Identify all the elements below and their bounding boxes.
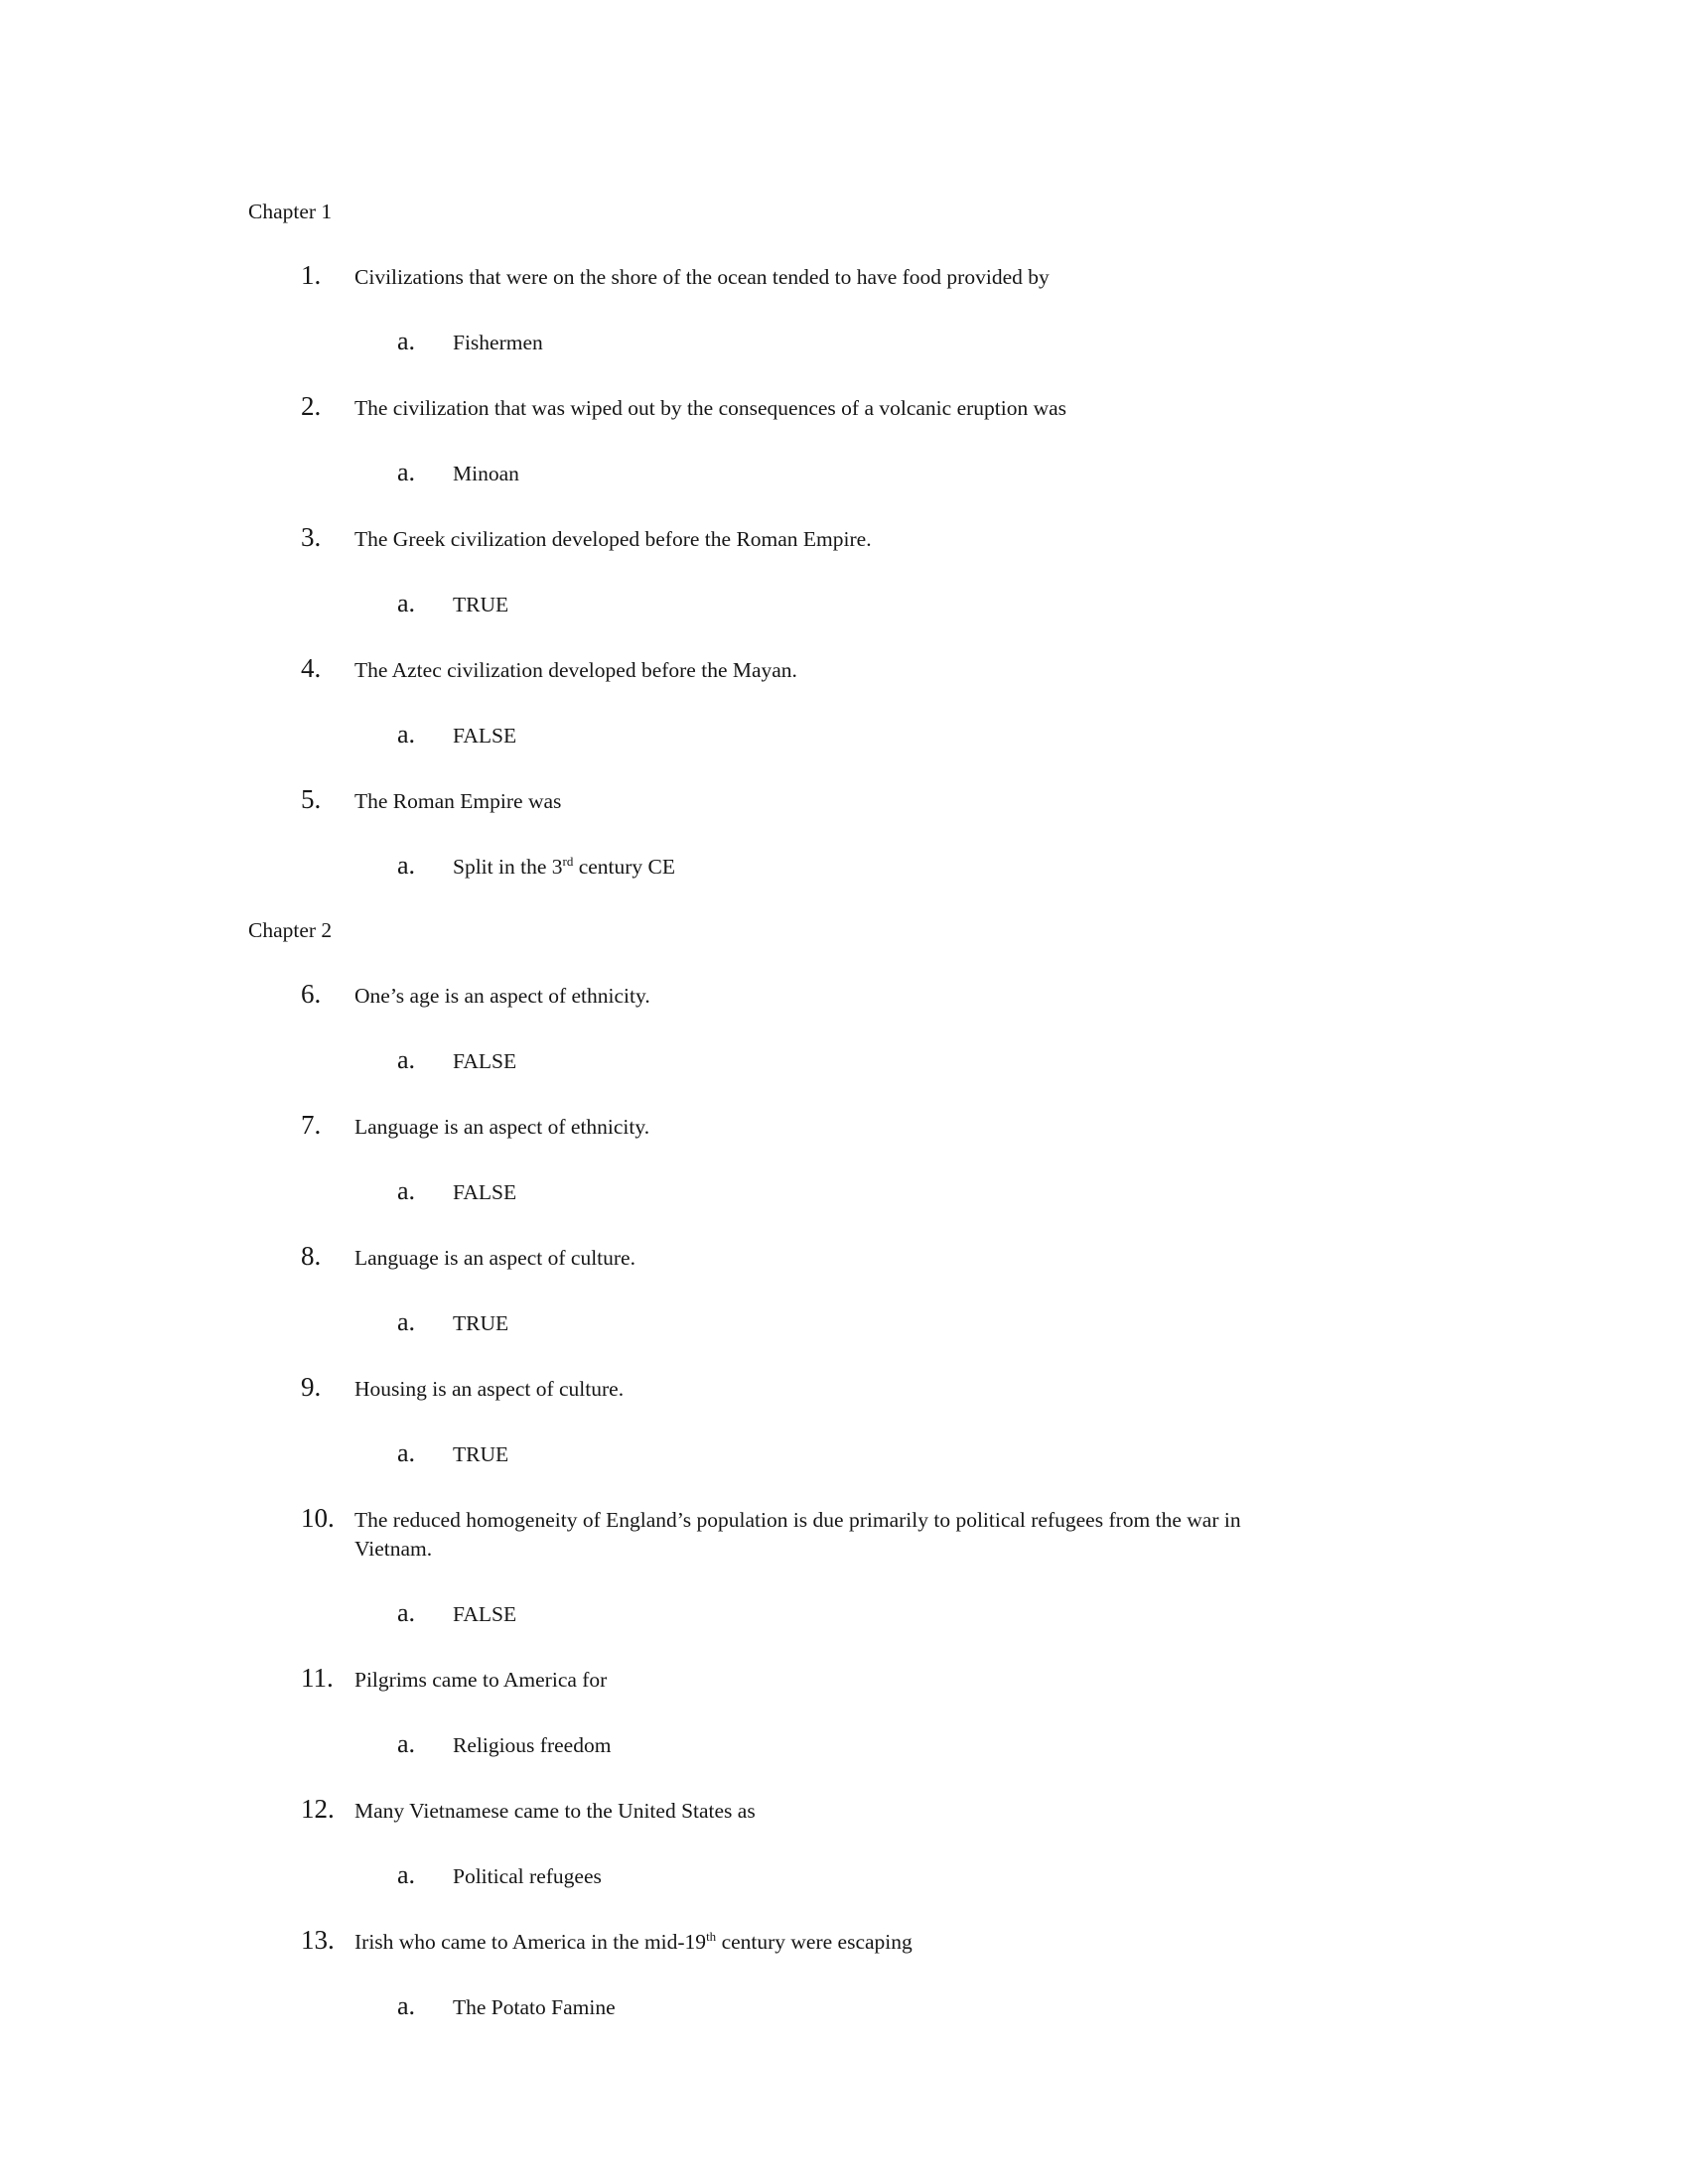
question-row bbox=[0, 1373, 1688, 1404]
question-text-pre: Civilizations that were on the shore of the ocean tended to have food provided by bbox=[354, 265, 1050, 289]
answer-row bbox=[0, 1860, 1688, 1891]
question-number: 12. bbox=[301, 1794, 335, 1824]
answer-text bbox=[453, 591, 508, 619]
question-text-pre: The Roman Empire was bbox=[354, 789, 562, 813]
answer-row bbox=[0, 1307, 1688, 1338]
question-text bbox=[354, 1244, 635, 1273]
question-text-line1 bbox=[354, 525, 872, 554]
answer-text bbox=[453, 1047, 516, 1076]
answer-text bbox=[453, 1600, 516, 1629]
question-text-pre: The Aztec civilization developed before the Mayan. bbox=[354, 658, 797, 682]
answer-text-pre: Political refugees bbox=[453, 1864, 602, 1888]
question-text-pre: Many Vietnamese came to the United States as bbox=[354, 1799, 756, 1823]
answer-text-superscript: rd bbox=[562, 853, 574, 869]
answer-letter-label: a. bbox=[397, 1860, 416, 1889]
answer-text-pre: FALSE bbox=[453, 1602, 517, 1626]
question-row bbox=[0, 1926, 1688, 1957]
answer-text bbox=[453, 1993, 616, 2022]
question-number: 4. bbox=[301, 653, 322, 683]
question-row bbox=[0, 523, 1688, 554]
question-text-pre: One’s age is an aspect of ethnicity. bbox=[354, 984, 650, 1008]
answer-text bbox=[453, 853, 675, 882]
answer-text-pre: The Potato Famine bbox=[453, 1995, 616, 2019]
question-text-line1 bbox=[354, 656, 797, 685]
answer-letter-label: a. bbox=[397, 1729, 416, 1758]
question-text-line1 bbox=[354, 787, 561, 816]
answer-letter-label: a. bbox=[397, 1598, 416, 1627]
question-text bbox=[354, 1666, 607, 1695]
answer-text bbox=[453, 1440, 508, 1469]
answer-row bbox=[0, 1045, 1688, 1076]
answer-row bbox=[0, 1438, 1688, 1469]
question-text-line2: Vietnam. bbox=[354, 1537, 433, 1561]
question-text-line1 bbox=[354, 1375, 624, 1404]
answer-row bbox=[0, 1729, 1688, 1760]
answer-text bbox=[453, 722, 516, 751]
question-text-line1 bbox=[354, 1113, 649, 1142]
answer-text-pre: TRUE bbox=[453, 1311, 509, 1335]
answer-row bbox=[0, 1598, 1688, 1629]
question-row bbox=[0, 1795, 1688, 1826]
answer-row bbox=[0, 458, 1688, 488]
question-row bbox=[0, 1111, 1688, 1142]
question-text-pre: Pilgrims came to America for bbox=[354, 1668, 608, 1692]
chapter-heading-2: Chapter 2 bbox=[248, 918, 333, 942]
answer-text-pre: Minoan bbox=[453, 462, 519, 485]
question-text-pre: Language is an aspect of ethnicity. bbox=[354, 1115, 650, 1139]
question-row bbox=[0, 1242, 1688, 1273]
answer-text-pre: TRUE bbox=[453, 1442, 509, 1466]
answer-text-pre: FALSE bbox=[453, 1180, 517, 1204]
question-number: 5. bbox=[301, 784, 322, 814]
question-row bbox=[0, 654, 1688, 685]
question-row bbox=[0, 980, 1688, 1011]
question-text bbox=[354, 1375, 624, 1404]
question-text bbox=[354, 525, 872, 554]
question-text-line1 bbox=[354, 1797, 756, 1826]
question-number: 10. bbox=[301, 1503, 335, 1533]
question-text-line1 bbox=[354, 394, 1066, 423]
question-row bbox=[0, 261, 1688, 292]
question-text-line1 bbox=[354, 263, 1050, 292]
answer-text-pre: FALSE bbox=[453, 1049, 517, 1073]
answer-row bbox=[0, 1176, 1688, 1207]
question-row bbox=[0, 1504, 1688, 1564]
answer-text-pre: TRUE bbox=[453, 593, 509, 616]
answer-letter-label: a. bbox=[397, 458, 416, 486]
answer-text bbox=[453, 1731, 611, 1760]
question-text bbox=[354, 1928, 913, 1957]
question-text bbox=[354, 656, 797, 685]
answer-letter-label: a. bbox=[397, 1176, 416, 1205]
answer-text-pre: Fishermen bbox=[453, 331, 543, 354]
answer-text bbox=[453, 1309, 508, 1338]
question-number: 8. bbox=[301, 1241, 322, 1271]
answer-letter-label: a. bbox=[397, 1991, 416, 2020]
answer-row bbox=[0, 589, 1688, 619]
question-text bbox=[354, 263, 1050, 292]
answer-row bbox=[0, 851, 1688, 882]
question-number: 2. bbox=[301, 391, 322, 421]
question-number: 7. bbox=[301, 1110, 322, 1140]
answer-letter-label: a. bbox=[397, 1045, 416, 1074]
question-number: 9. bbox=[301, 1372, 322, 1402]
question-row bbox=[0, 1664, 1688, 1695]
question-number: 13. bbox=[301, 1925, 335, 1955]
question-text bbox=[354, 1113, 649, 1142]
question-text bbox=[354, 1797, 756, 1826]
answer-letter-label: a. bbox=[397, 720, 416, 749]
answer-text-post: century CE bbox=[573, 855, 676, 879]
answer-letter-label: a. bbox=[397, 851, 416, 880]
answer-text-pre: Split in the 3 bbox=[453, 855, 563, 879]
question-text-line1 bbox=[354, 982, 650, 1011]
answer-letter-label: a. bbox=[397, 1307, 416, 1336]
question-text-pre: The civilization that was wiped out by the consequences of a volcanic eruption was bbox=[354, 396, 1067, 420]
question-text bbox=[354, 394, 1066, 423]
question-text-pre: The Greek civilization developed before the Roman Empire. bbox=[354, 527, 872, 551]
question-text bbox=[354, 787, 561, 816]
question-row bbox=[0, 785, 1688, 816]
answer-letter-label: a. bbox=[397, 589, 416, 617]
answer-text bbox=[453, 1178, 516, 1207]
answer-letter-label: a. bbox=[397, 327, 416, 355]
answer-text-pre: FALSE bbox=[453, 724, 517, 748]
question-row bbox=[0, 392, 1688, 423]
question-text-pre: The reduced homogeneity of England’s population is due primarily to political refugees from the war in bbox=[354, 1508, 1241, 1532]
question-text-pre: Housing is an aspect of culture. bbox=[354, 1377, 625, 1401]
question-text-post: century were escaping bbox=[716, 1930, 913, 1954]
answer-text bbox=[453, 329, 543, 357]
answer-row bbox=[0, 327, 1688, 357]
question-text-pre: Irish who came to America in the mid-19 bbox=[354, 1930, 707, 1954]
question-text bbox=[354, 982, 650, 1011]
answer-row bbox=[0, 1991, 1688, 2022]
answer-text bbox=[453, 1862, 602, 1891]
answer-text-pre: Religious freedom bbox=[453, 1733, 612, 1757]
question-text-line1 bbox=[354, 1928, 913, 1957]
question-number: 11. bbox=[301, 1663, 334, 1693]
question-text-line1 bbox=[354, 1666, 607, 1695]
answer-text bbox=[453, 460, 519, 488]
answer-row bbox=[0, 720, 1688, 751]
question-number: 6. bbox=[301, 979, 322, 1009]
question-text bbox=[354, 1506, 1241, 1564]
question-number: 1. bbox=[301, 260, 322, 290]
question-number: 3. bbox=[301, 522, 322, 552]
chapter-heading-1: Chapter 1 bbox=[248, 200, 333, 223]
question-text-pre: Language is an aspect of culture. bbox=[354, 1246, 635, 1270]
question-text-superscript: th bbox=[706, 1928, 717, 1944]
answer-letter-label: a. bbox=[397, 1438, 416, 1467]
question-text-line1 bbox=[354, 1244, 635, 1273]
question-text-line1 bbox=[354, 1506, 1241, 1535]
